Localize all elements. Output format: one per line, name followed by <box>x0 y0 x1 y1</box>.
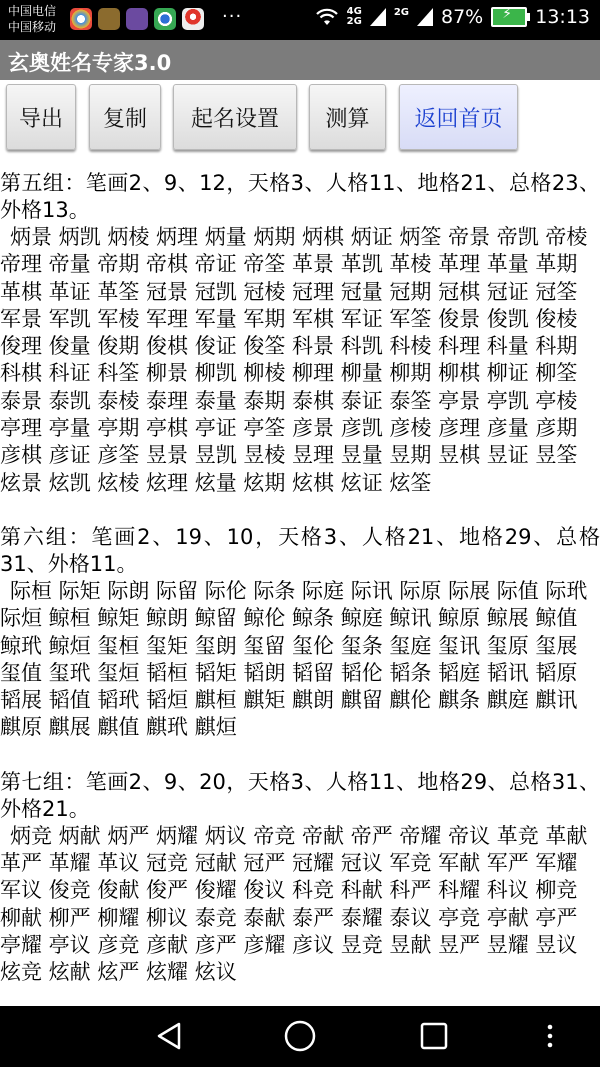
map-app-icon <box>182 8 204 30</box>
signal-icon <box>370 8 386 26</box>
recents-icon[interactable] <box>418 1019 450 1053</box>
overflow-menu-icon[interactable] <box>544 1019 556 1053</box>
status-bar <box>0 0 600 40</box>
back-icon[interactable] <box>152 1019 186 1053</box>
export-button[interactable]: 导出 <box>6 84 76 150</box>
usb-icon <box>126 8 148 30</box>
signal-icon-2 <box>417 8 433 26</box>
toolbar <box>0 80 600 158</box>
results-content[interactable] <box>0 170 600 1006</box>
plant-app-icon <box>98 8 120 30</box>
network-type-1: 4G 2G <box>346 6 362 27</box>
camera-app-icon <box>154 8 176 30</box>
browser-app-icon <box>70 8 92 30</box>
naming-settings-button[interactable]: 起名设置 <box>173 84 297 150</box>
notification-icons <box>70 8 204 30</box>
group-header: 第五组：笔画2、9、12，天格3、人格11、地格21、总格23、外格13。 <box>0 171 600 222</box>
result-group <box>0 524 600 742</box>
group-header: 第七组：笔画2、9、20，天格3、人格11、地格29、总格31、外格21。 <box>0 769 600 821</box>
navigation-bar <box>0 1006 600 1067</box>
carrier-1: 中国电信 <box>8 4 57 18</box>
name-list: 际桓 际矩 际朗 际留 际伦 际条 际庭 际讯 际原 际展 际值 际玳 际烜 鲸桓 鲸矩 鲸朗 鲸留 鲸伦 鲸条 鲸庭 鲸讯 鲸原 鲸展 鲸值 鲸玳 鲸烜 玺桓 玺矩 玺朗 玺留 玺伦 玺条 玺庭 玺讯 玺原 玺展 玺值 玺玳 玺烜 韬桓 韬矩 韬朗 韬留 韬伦 韬条 韬庭 韬讯 韬原 韬展 韬值 韬玳 韬烜 麒桓 麒矩 麒朗 麒留 麒伦 麒条 麒庭 麒讯 麒原 麒展 麒值 麒玳 麒烜 <box>0 578 588 740</box>
app-title: 玄奥姓名专家3.0 <box>8 51 172 75</box>
home-icon[interactable] <box>283 1019 317 1053</box>
back-home-button[interactable]: 返回首页 <box>399 84 518 150</box>
clock: 13:13 <box>535 6 590 28</box>
result-group <box>0 769 600 987</box>
carrier-info <box>8 3 56 35</box>
app-title-bar <box>0 40 600 80</box>
status-right <box>315 6 590 28</box>
name-list: 炳景 炳凯 炳棱 炳理 炳量 炳期 炳棋 炳证 炳筌 帝景 帝凯 帝棱 帝理 帝量 帝期 帝棋 帝证 帝筌 革景 革凯 革棱 革理 革量 革期 革棋 革证 革筌 冠景 冠凯 冠棱 冠理 冠量 冠期 冠棋 冠证 冠筌 军景 军凯 军棱 军理 军量 军期 军棋 军证 军筌 俊景 俊凯 俊棱 俊理 俊量 俊期 俊棋 俊证 俊筌 科景 科凯 科棱 科理 科量 科期 科棋 科证 科筌 柳景 柳凯 柳棱 柳理 柳量 柳期 柳棋 柳证 柳筌 泰景 泰凯 泰棱 泰理 泰量 泰期 泰棋 泰证 泰筌 亭景 亭凯 亭棱 亭理 亭量 亭期 亭棋 亭证 亭筌 彦景 彦凯 彦棱 彦理 彦量 彦期 彦棋 彦证 彦筌 昱景 昱凯 昱棱 昱理 昱量 昱期 昱棋 昱证 昱筌 炫景 炫凯 炫棱 炫理 炫量 炫期 炫棋 炫证 炫筌 <box>0 225 588 495</box>
wifi-icon <box>315 7 339 27</box>
battery-charging-icon: ⚡ <box>491 7 527 27</box>
calculate-button[interactable]: 测算 <box>309 84 386 150</box>
battery-percent: 87% <box>441 6 484 28</box>
group-header: 第六组：笔画2、19、10，天格3、人格21、地格29、总格31、外格11。 <box>0 524 600 576</box>
more-notifications: ··· <box>222 6 243 27</box>
carrier-2: 中国移动 <box>8 20 57 34</box>
network-type-2: 2G <box>393 7 409 18</box>
copy-button[interactable]: 复制 <box>89 84 161 150</box>
name-list: 炳竞 炳献 炳严 炳耀 炳议 帝竞 帝献 帝严 帝耀 帝议 革竞 革献 革严 革耀 革议 冠竞 冠献 冠严 冠耀 冠议 军竞 军献 军严 军耀 军议 俊竞 俊献 俊严 俊耀 俊议 科竞 科献 科严 科耀 科议 柳竞 柳献 柳严 柳耀 柳议 泰竞 泰献 泰严 泰耀 泰议 亭竞 亭献 亭严 亭耀 亭议 彦竞 彦献 彦严 彦耀 彦议 昱竞 昱献 昱严 昱耀 昱议 炫竞 炫献 炫严 炫耀 炫议 <box>0 823 588 985</box>
result-group <box>0 170 600 497</box>
